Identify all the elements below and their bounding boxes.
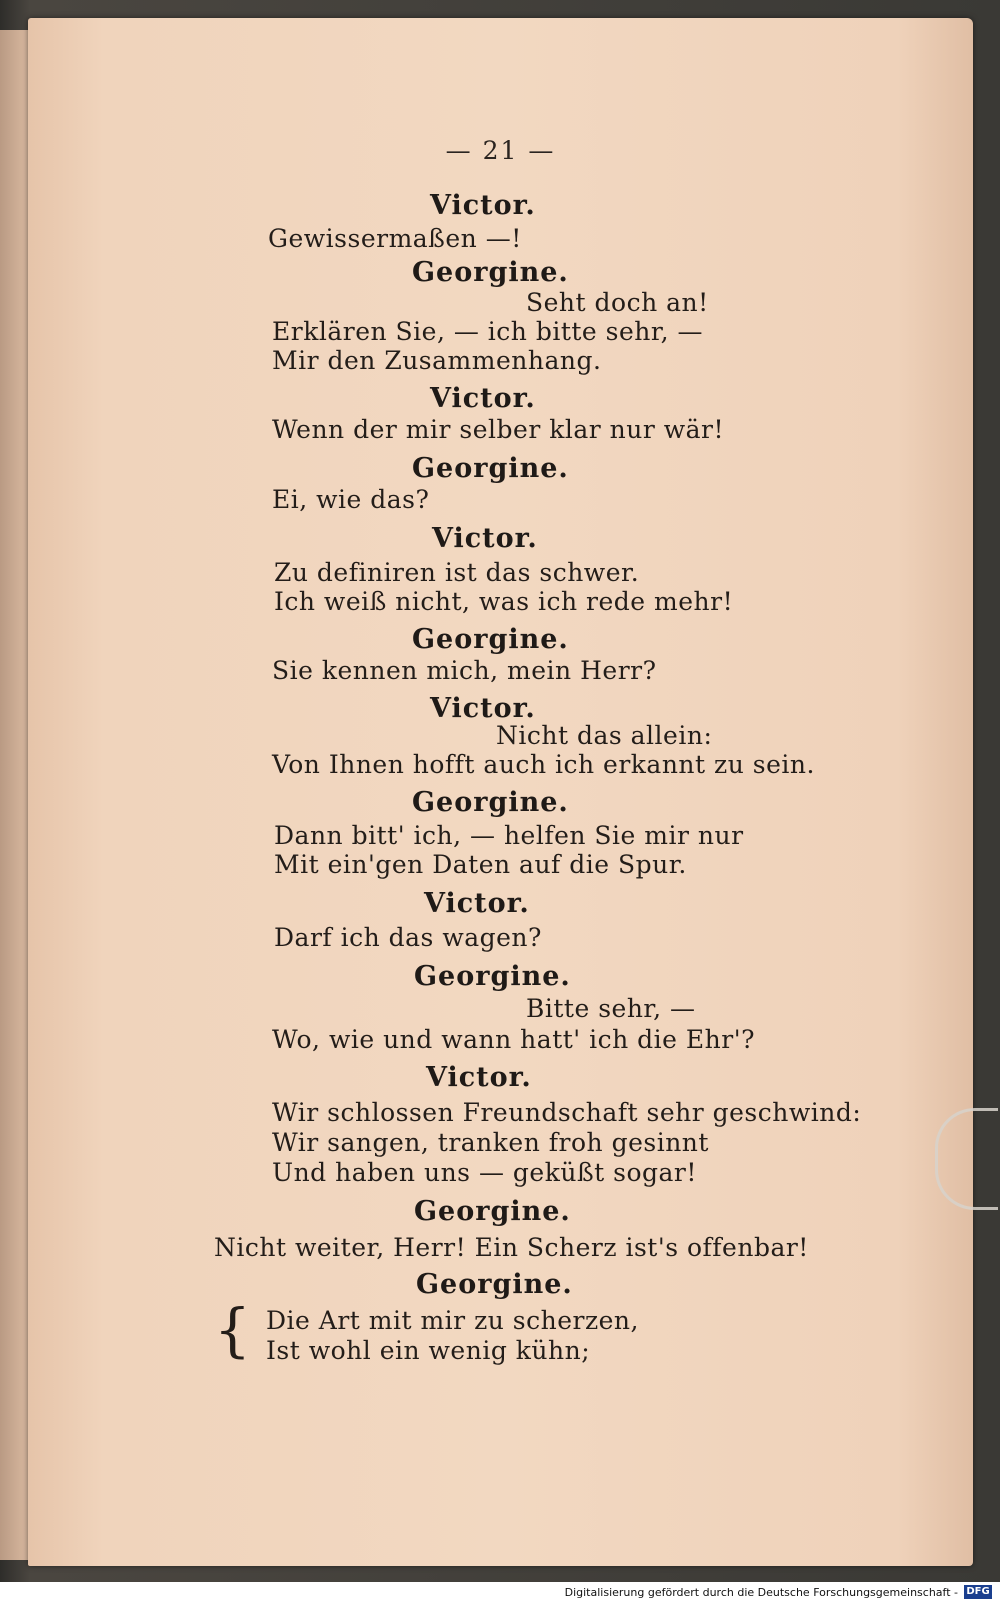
book-page xyxy=(28,18,973,1566)
verse-line: Und haben uns — geküßt sogar! xyxy=(272,1158,697,1187)
verse-line: Gewissermaßen —! xyxy=(268,224,522,253)
verse-line: Mir den Zusammenhang. xyxy=(272,346,602,375)
verse-line: Bitte sehr, — xyxy=(526,994,696,1023)
verse-line: Sie kennen mich, mein Herr? xyxy=(272,656,657,685)
verse-line: Nicht das allein: xyxy=(496,721,713,750)
page-clip xyxy=(935,1108,998,1210)
verse-line: Ist wohl ein wenig kühn; xyxy=(266,1336,591,1365)
verse-line: Die Art mit mir zu scherzen, xyxy=(266,1306,639,1335)
speaker-name: Victor. xyxy=(430,693,536,724)
verse-line: Ei, wie das? xyxy=(272,485,430,514)
verse-line: Darf ich das wagen? xyxy=(274,923,542,952)
verse-line: Dann bitt' ich, — helfen Sie mir nur xyxy=(274,821,744,850)
dfg-logo: DFG xyxy=(964,1585,992,1599)
brace-symbol: { xyxy=(214,1296,251,1364)
page-number: — 21 — xyxy=(445,136,556,165)
speaker-name: Victor. xyxy=(432,523,538,554)
speaker-name: Georgine. xyxy=(414,1196,571,1227)
verse-line: Ich weiß nicht, was ich rede mehr! xyxy=(274,587,734,616)
speaker-name: Georgine. xyxy=(412,624,569,655)
verse-line: Erklären Sie, — ich bitte sehr, — xyxy=(272,317,704,346)
speaker-name: Georgine. xyxy=(412,787,569,818)
verse-line: Wenn der mir selber klar nur wär! xyxy=(272,415,725,444)
speaker-name: Georgine. xyxy=(412,257,569,288)
verse-line: Mit ein'gen Daten auf die Spur. xyxy=(274,850,687,879)
verse-line: Wir schlossen Freundschaft sehr geschwind: xyxy=(272,1098,862,1127)
speaker-name: Georgine. xyxy=(414,961,571,992)
verse-line: Nicht weiter, Herr! Ein Scherz ist's offenbar! xyxy=(214,1233,809,1262)
verse-line: Wir sangen, tranken froh gesinnt xyxy=(272,1128,709,1157)
verse-line: Von Ihnen hofft auch ich erkannt zu sein. xyxy=(272,750,815,779)
speaker-name: Victor. xyxy=(426,1062,532,1093)
verse-line: Wo, wie und wann hatt' ich die Ehr'? xyxy=(272,1025,755,1054)
verse-line: Seht doch an! xyxy=(526,288,709,317)
speaker-name: Georgine. xyxy=(412,453,569,484)
verse-line: Zu definiren ist das schwer. xyxy=(274,558,640,587)
speaker-name: Georgine. xyxy=(416,1269,573,1300)
speaker-name: Victor. xyxy=(430,190,536,221)
footer-credit: Digitalisierung gefördert durch die Deutsche Forschungsgemeinschaft - xyxy=(564,1586,958,1599)
speaker-name: Victor. xyxy=(424,888,530,919)
speaker-name: Victor. xyxy=(430,383,536,414)
